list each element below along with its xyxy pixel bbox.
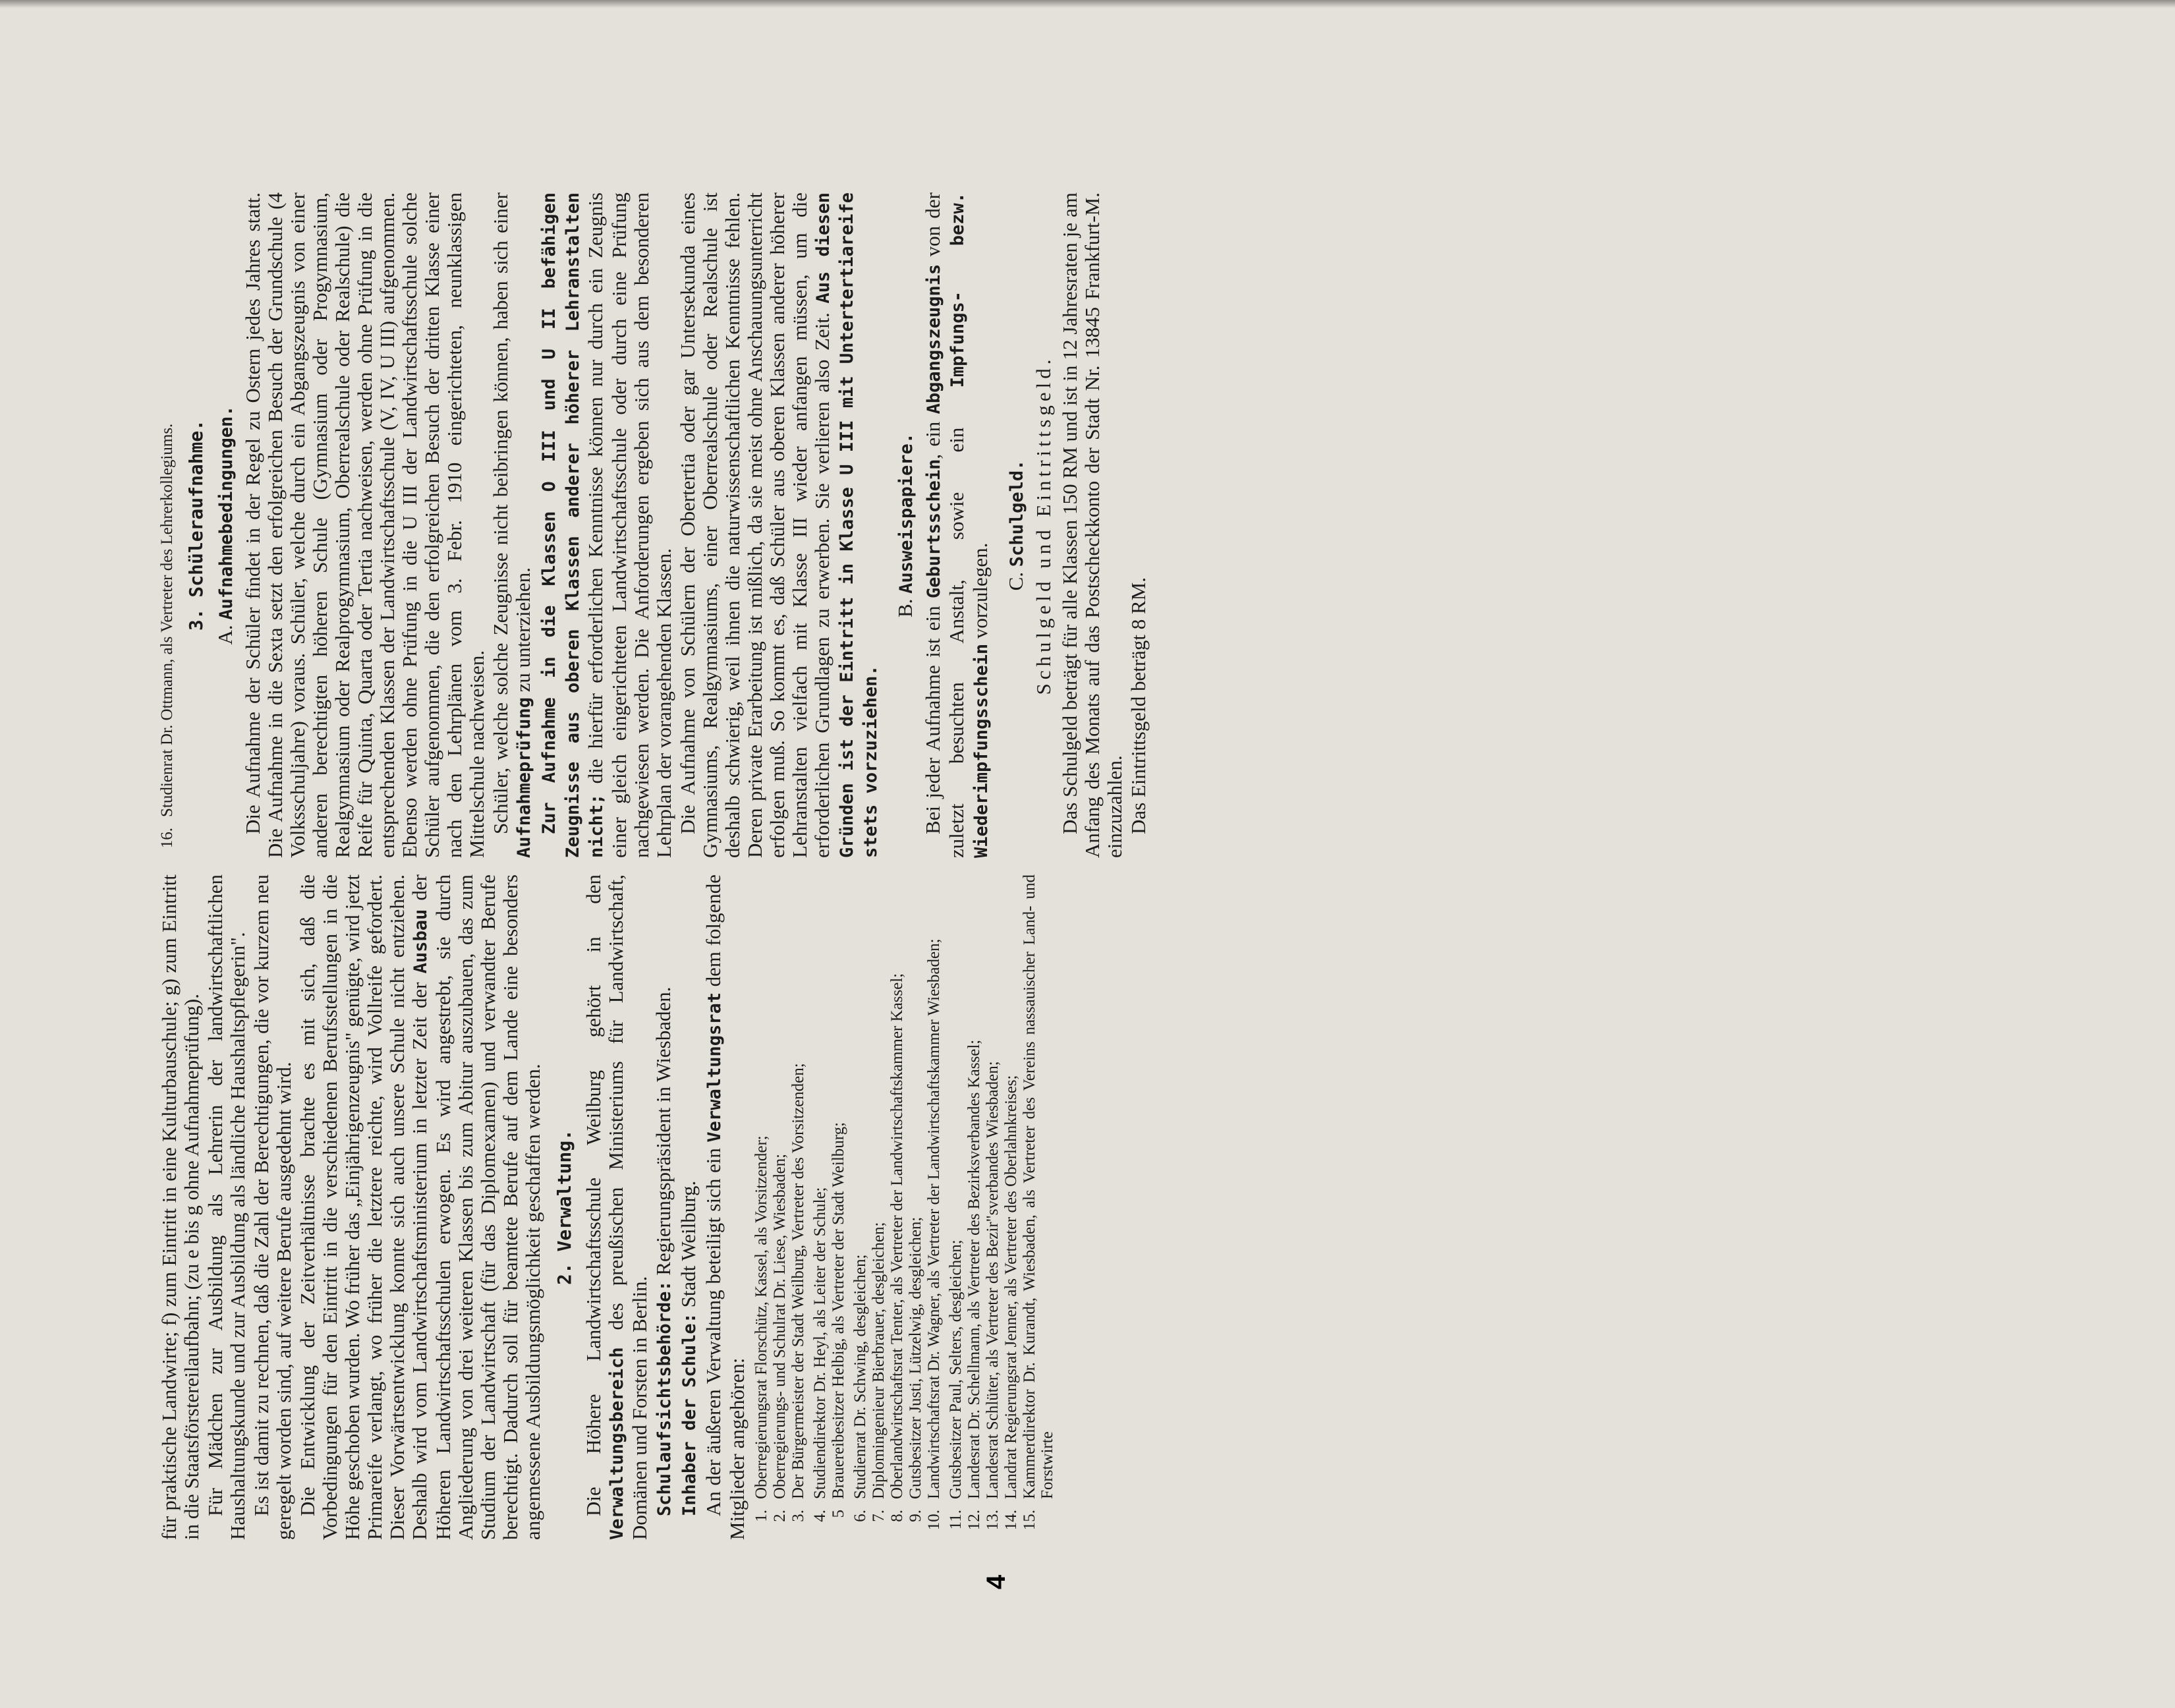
council-paragraph xyxy=(702,874,749,1540)
intro-paragraph: für praktische Landwirte; f) zum Eintritt in eine Kulturbauschule; g) zum Eintritt in die Staatsförstereilaufbahn; (zu e bis g ohne Aufnahmeprüfung). xyxy=(157,874,203,1540)
section-b-heading xyxy=(894,192,918,858)
member-number: 5 xyxy=(830,1510,847,1518)
list-item xyxy=(789,874,807,1540)
member-number: 16. xyxy=(158,828,176,849)
member-number: 13. xyxy=(984,1510,1002,1531)
verwaltungsrat-keyword: Verwaltungsrat xyxy=(704,992,725,1143)
member-number: 14. xyxy=(1002,1510,1020,1531)
list-item xyxy=(965,874,983,1540)
member-text: Diplomingenieur Bierbrauer, desgleichen; xyxy=(870,1222,888,1499)
council-text-1: An der äußeren Verwaltung beteiligt sich ein xyxy=(702,1148,725,1516)
ausbau-keyword: Ausbau xyxy=(410,909,431,974)
documents-text: vorzulegen. xyxy=(969,542,992,639)
section-a-title: Aufnahmebedingungen. xyxy=(216,405,237,620)
admission-bold-conclusion: Aus diesen Gründen ist der Eintritt in Klasse U III mit Untertertiareife stets vorzuziehen. xyxy=(813,192,881,858)
development-text-rest: der Höheren Landwirtschaftsschulen erwogen. Es wird angestrebt, sie durch Angliederung von drei weiteren Klassen bis zum Abitur auszubauen, das zum Studium der Landwirtschaft (für das Diplomexamen) und verwandter Berufe berechtigt. Dadurch soll für beamtete Berufe auf dem Lande eine besonders angemessene Ausbildungsmöglichkeit geschaffen werden. xyxy=(408,874,544,1540)
member-text: Landesrat Dr. Schellmann, als Vertreter des Bezirksverbandes Kassel; xyxy=(965,1039,983,1499)
girls-paragraph: Für Mädchen zur Ausbildung als Lehrerin der landwirtschaftlichen Haushaltungskunde und zur Ausbildung als ländliche Haushaltspflegerin". xyxy=(204,874,249,1540)
section-a-prefix: A. xyxy=(213,625,237,645)
documents-text: , ein xyxy=(921,421,944,459)
documents-text: von der zuletzt besuchten Anstalt, sowie ein xyxy=(921,192,968,858)
list-item xyxy=(771,874,789,1540)
admission-heading: 3. Schüleraufnahme. xyxy=(185,419,207,631)
member-number: 10. xyxy=(925,1510,943,1531)
fee-paragraph-1: Das Schulgeld beträgt für alle Klassen 150 RM und ist in 12 Jahresraten je am Anfang des Monats auf das Postscheckkonto der Stadt Nr. 13845 Frankfurt-M. einzuzahlen. xyxy=(1058,192,1126,858)
aufnahmepruefung-keyword: Aufnahmeprüfung xyxy=(514,697,534,858)
member-number: 4. xyxy=(811,1510,829,1522)
member-text: Studiendirektor Dr. Heyl, als Leiter der Schule; xyxy=(811,1187,829,1499)
list-item xyxy=(984,874,1002,1540)
member-text: Oberregierungsrat Florschütz, Kassel, als Vorsitzender; xyxy=(752,1135,770,1499)
admission-text: Schüler, welche solche Zeugnisse nicht beibringen können, haben sich einer xyxy=(489,192,512,834)
member-text: Brauereibesitzer Helbig, als Vertreter der Stadt Weilburg; xyxy=(830,1122,847,1499)
inhaber-label: Inhaber der Schule: xyxy=(679,1313,700,1516)
page-number: 4 xyxy=(982,1574,1011,1589)
admin-heading: 2. Verwaltung. xyxy=(553,1129,575,1286)
admin-text-1: Die Höhere Landwirtschaftsschule Weilburg gehört in den xyxy=(582,874,605,1516)
list-item xyxy=(870,874,888,1540)
section-b-prefix: B. xyxy=(893,598,917,618)
member-number: 9. xyxy=(907,1510,924,1522)
member-number: 6. xyxy=(851,1510,869,1522)
inhaber-text: Stadt Weilburg. xyxy=(677,1180,700,1308)
member-text: Landesrat Schlüter, als Vertreter des Bezir"sverbandes Wiesbaden; xyxy=(984,1061,1002,1499)
admission-text-end: zu unterziehen. xyxy=(511,567,534,693)
inhaber-paragraph xyxy=(677,874,701,1540)
abgangszeugnis-keyword: Abgangszeugnis xyxy=(924,264,944,414)
left-column xyxy=(158,874,1057,1540)
member-text: Kammerdirektor Dr. Kurandt, Wiesbaden, als Vertreter des Vereins nassauischer Land- und Forstwirte xyxy=(1021,874,1056,1499)
documents-text: Bei jeder Aufnahme ist ein xyxy=(921,606,944,834)
section-c-title: Schulgeld. xyxy=(1007,459,1027,567)
member-number: 7. xyxy=(870,1510,888,1522)
member-text: Gutsbesitzer Justi, Lützelwig, desgleichen; xyxy=(907,1216,924,1499)
admission-paragraph-2 xyxy=(490,192,536,858)
member-number: 1. xyxy=(752,1510,770,1522)
list-item xyxy=(925,874,943,1540)
member-number: 3. xyxy=(789,1510,807,1522)
development-text: Die Entwicklung der Zeitverhältnisse brachte es mit sich, daß die Vorbedingungen für den Eintritt in die verschiedenen Berufsstellungen in die Höhe geschoben wurden. Wo früher das „Einjährigenzeugnis" genügte, wird jetzt Primareife verlangt, wo früher die letztere reichte, wird Vollreife gefordert. Dieser Vorwärtsentwicklung konnte sich auch unsere Schule nicht entziehen. Deshalb wird vom Landwirtschaftsministerium in letzter Zeit der xyxy=(296,874,431,1540)
council-text-2: dem folgende Mitglieder angehören: xyxy=(702,874,749,1540)
schulaufsicht-label: Schulaufsichtsbehörde: xyxy=(654,1280,675,1516)
admin-paragraph xyxy=(582,874,651,1540)
member-text: Oberregierungs- und Schulrat Dr. Liese, Wiesbaden; xyxy=(771,1153,789,1499)
admission-paragraph-1: Die Aufnahme der Schüler findet in der Regel zu Ostern jedes Jahres statt. Die Aufnahme in die Sexta setzt den erfolgreichen Besuch der Grundschule (4 Volksschuljahre) voraus. Schüler, welche durch ein Abgangszeugnis von einer anderen berechtigten höheren Schule (Gymnasium oder Progymnasium, Realgymnasium oder Realprogymnasium, Oberrealschule oder Realschule) die Reife für Quinta, Quarta oder Tertia nachweisen, werden ohne Prüfung in die entsprechenden Klassen der Landwirtschaftsschule (V, IV, U III) aufgenommen. Ebenso werden ohne Prüfung in die U III der Landwirtschaftsschule solche Schüler aufgenommen, die den erfolgreichen Besuch der dritten Klasse einer nach den Lehrplänen vom 3. Febr. 1910 eingerichteten, neunklassigen Mittelschule nachweisen. xyxy=(241,192,488,858)
geburtsschein-keyword: Geburtsschein xyxy=(924,459,944,598)
list-item xyxy=(851,874,869,1540)
member-number: 2. xyxy=(771,1510,789,1522)
member-text: Gutsbesitzer Paul, Selters, desgleichen; xyxy=(947,1239,965,1499)
list-item xyxy=(907,874,924,1540)
admission-bold-statement: Zur Aufnahme in die Klassen O III und U II befähigen Zeugnisse aus oberen Klassen anderer höherer Lehranstalten nicht; xyxy=(539,192,607,858)
member-text: Landrat Regierungsrat Jenner, als Vertreter des Oberlahnkreises; xyxy=(1002,1075,1020,1499)
impfschein-keyword: Impfungs- bezw. Wiederimpfungsschein xyxy=(947,192,992,858)
calc-paragraph: Es ist damit zu rechnen, daß die Zahl der Berechtigungen, die vor kurzem neu geregelt worden sind, auf weitere Berufe ausgedehnt wird. xyxy=(250,874,295,1540)
development-paragraph xyxy=(297,874,544,1540)
member-16 xyxy=(158,192,176,858)
documents-paragraph xyxy=(922,192,993,858)
section-a-heading xyxy=(214,192,238,858)
schulaufsicht-paragraph xyxy=(652,874,676,1540)
list-item xyxy=(888,874,906,1540)
member-number: 8. xyxy=(888,1510,906,1522)
verwaltungsbereich-keyword: Verwaltungsbereich xyxy=(607,1347,627,1540)
council-member-list xyxy=(752,874,1056,1540)
section-c-heading xyxy=(1005,192,1029,858)
member-text: Studienrat Dr. Schwing, desgleichen; xyxy=(851,1254,869,1499)
section-c-prefix: C. xyxy=(1004,571,1027,591)
fee-paragraph-2: Das Eintrittsgeld beträgt 8 RM. xyxy=(1127,577,1150,834)
list-item xyxy=(947,874,965,1540)
member-number: 11. xyxy=(947,1510,965,1530)
admission-text: Die Aufnahme von Schülern der Obertertia oder gar Untersekunda eines Gymnasiums, Realgymnasiums, einer Oberrealschule oder Realschule ist deshalb schwierig, weil ihnen die naturwissenschaftlichen Kenntnisse fehlen. Deren private Erarbeitung ist mißlich, da sie meist ohne Anschauungsunterricht erfolgen muß. So kommt es, daß Schüler aus oberen Klassen anderer höherer Lehranstalten vielfach mit Klasse III wieder anfangen müssen, um die erforderlichen Grundlagen zu erwerben. Sie verlieren also Zeit. xyxy=(676,192,833,858)
member-text: Landwirtschaftsrat Dr. Wagner, als Vertreter der Landwirtschaftskammer Wiesbaden; xyxy=(925,938,943,1499)
schulaufsicht-text: Regierungspräsident in Wiesbaden. xyxy=(652,986,675,1276)
member-text: Studienrat Dr. Ottmann, als Vertreter des Lehrerkollegiums. xyxy=(158,423,176,817)
schulgeld-title: Schulgeld und Eintrittsgeld. xyxy=(1032,355,1055,695)
admission-text: die hierfür erforderlichen Kenntnisse können nur durch ein Zeugnis einer gleich eingerichteten Landwirtschaftsschule oder durch eine Prüfung nachgewiesen werden. Die Anforderungen ergeben sich aus dem besonderen Lehrplan der vorangehenden Klassen. xyxy=(584,192,675,858)
admin-text-2: des preußischen Ministeriums für Landwirtschaft, Domänen und Forsten in Berlin. xyxy=(604,874,651,1540)
member-text: Der Bürgermeister der Stadt Weilburg, Vertreter des Vorsitzenden; xyxy=(789,1063,807,1499)
section-b-title: Ausweispapiere. xyxy=(896,432,917,594)
member-number: 15. xyxy=(1021,1510,1038,1531)
member-text: Oberlandwirtschaftsrat Tenter, als Vertreter der Landwirtschaftskammer Kassel; xyxy=(888,973,906,1499)
admission-paragraph-3 xyxy=(537,192,675,858)
list-item xyxy=(1002,874,1020,1540)
list-item xyxy=(1021,874,1056,1540)
admission-paragraph-4 xyxy=(677,192,882,858)
right-column xyxy=(158,192,1151,858)
member-number: 12. xyxy=(965,1510,983,1531)
list-item xyxy=(811,874,829,1540)
list-item xyxy=(830,874,847,1540)
list-item xyxy=(752,874,770,1540)
